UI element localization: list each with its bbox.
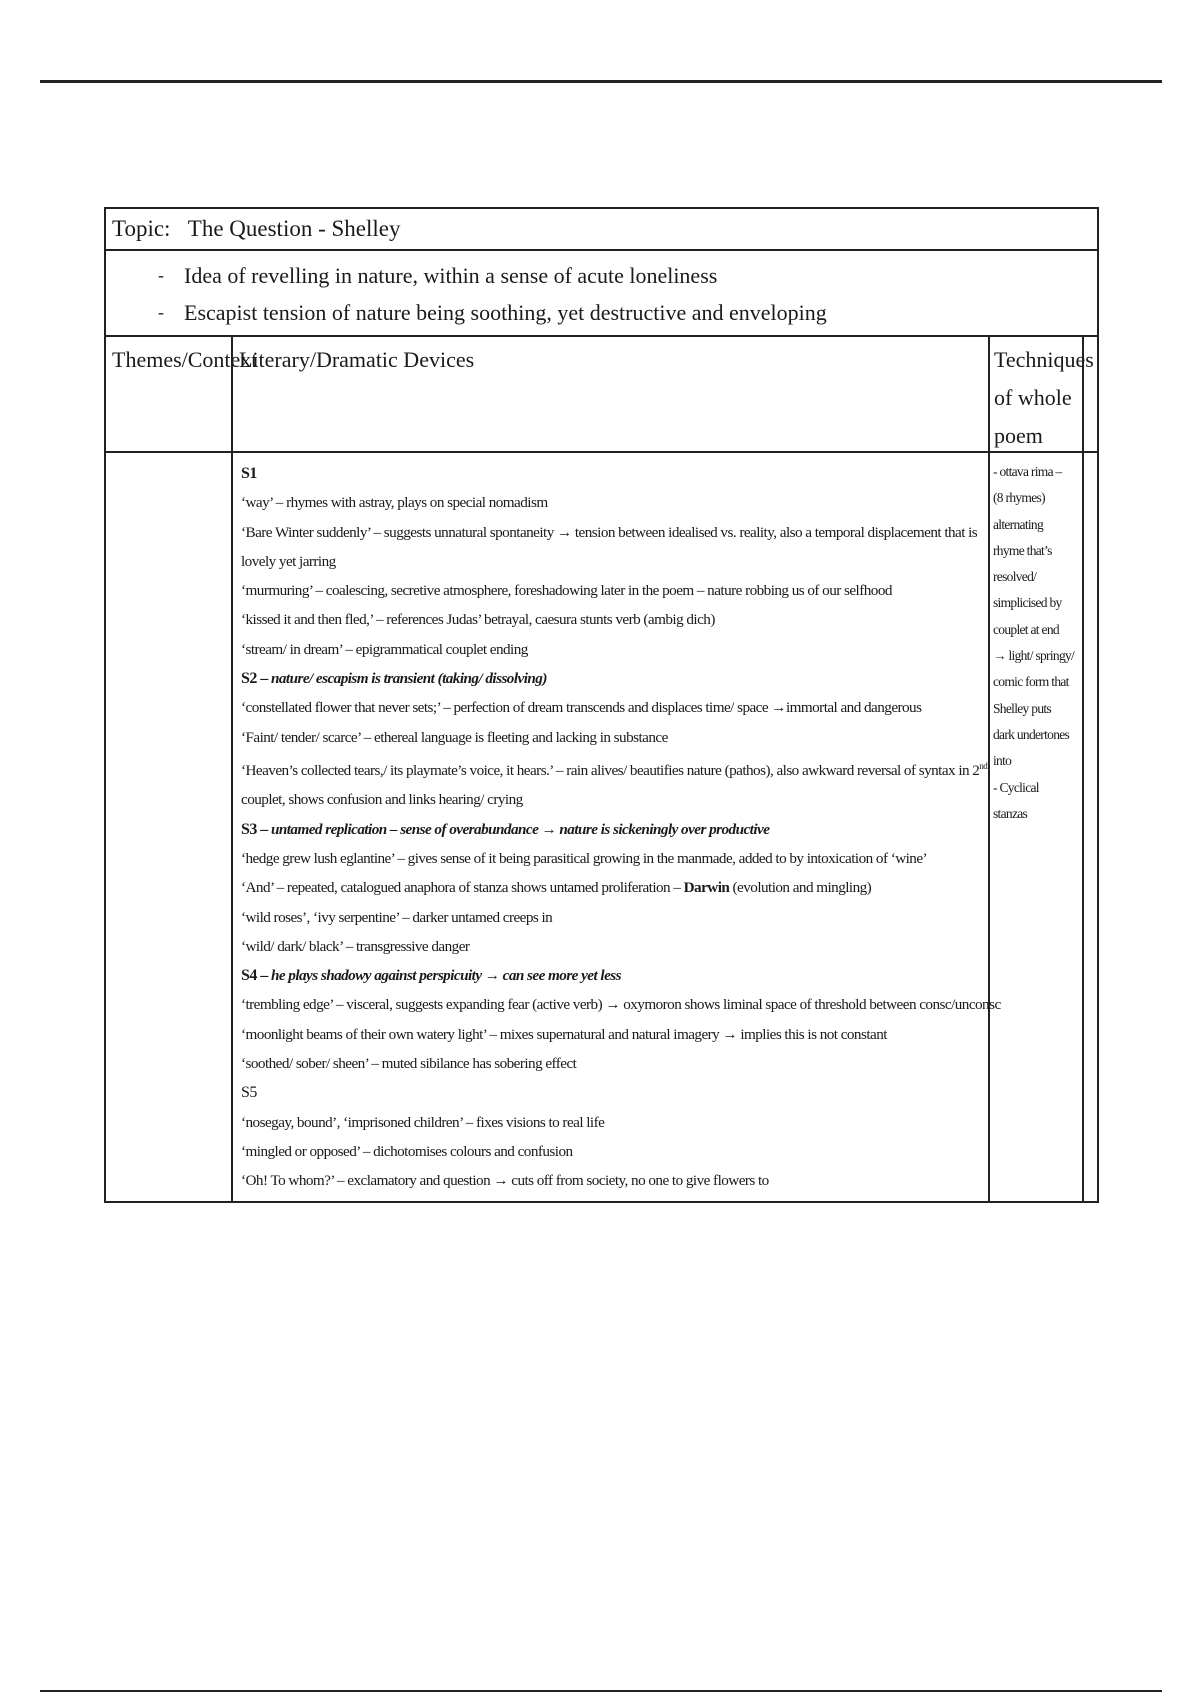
stanza-heading: S1 xyxy=(241,465,257,482)
stanza-theme: he plays shadowy against perspicuity → can see more yet less xyxy=(270,967,621,985)
technique-line: → light/ springy/ xyxy=(993,648,1075,664)
technique-line: - Cyclical xyxy=(993,779,1039,795)
stanza-theme: untamed replication – sense of overabundance → nature is sickeningly over productive xyxy=(270,820,770,838)
stanza-heading: S5 xyxy=(241,1084,257,1102)
device-note: ‘wild/ dark/ black’ – transgressive danger xyxy=(241,937,470,955)
technique-line: (8 rhymes) xyxy=(993,490,1045,506)
technique-line: resolved/ xyxy=(993,569,1037,585)
header-empty xyxy=(1084,337,1099,453)
devices-cell xyxy=(233,453,1001,1201)
technique-line: into xyxy=(993,753,1012,769)
device-note: ‘kissed it and then fled,’ – references Judas’ betrayal, caesura stunts verb (ambig dich) xyxy=(241,611,715,629)
stanza-heading: S4 – he plays shadowy against perspicuity → can see more yet less xyxy=(241,967,621,985)
summary-list xyxy=(106,257,1097,331)
device-note: ‘hedge grew lush eglantine’ – gives sense of it being parasitical growing in the manmade, added to by intoxication of ‘wine’ xyxy=(241,849,928,867)
device-note: ‘murmuring’ – coalescing, secretive atmosphere, foreshadowing later in the poem – nature robbing us of our selfhood xyxy=(241,582,892,600)
technique-line: dark undertones xyxy=(993,726,1070,742)
footer-rule xyxy=(40,1690,1162,1692)
device-note: ‘Faint/ tender/ scarce’ – ethereal language is fleeting and lacking in substance xyxy=(241,728,668,746)
device-note: ‘mingled or opposed’ – dichotomises colours and confusion xyxy=(241,1142,573,1160)
device-note: ‘way’ – rhymes with astray, plays on special nomadism xyxy=(241,494,548,512)
device-note: ‘stream/ in dream’ – epigrammatical couplet ending xyxy=(241,640,528,658)
technique-line: stanzas xyxy=(993,805,1028,821)
summary-item: - Escapist tension of nature being soothing, yet destructive and enveloping xyxy=(106,294,1097,331)
header-techniques: Techniques of whole poem xyxy=(990,337,1084,453)
technique-line: couplet at end xyxy=(993,621,1059,637)
empty-cell xyxy=(1084,453,1099,1201)
topic-label: Topic: xyxy=(112,216,171,241)
darwin-reference: Darwin xyxy=(683,879,730,897)
device-note: ‘nosegay, bound’, ‘imprisoned children’ – fixes visions to real life xyxy=(241,1113,605,1131)
device-note: ‘Heaven’s collected tears,/ its playmate’s voice, it hears.’ – rain alives/ beautifies nature (pathos), also awkward reversal of syntax in 2nd xyxy=(241,760,988,780)
header-devices: Literary/Dramatic Devices xyxy=(233,337,990,453)
device-note: ‘constellated flower that never sets;’ – perfection of dream transcends and displaces time/ space →immortal and dangerous xyxy=(241,699,922,717)
stanza-heading: S2 – nature/ escapism is transient (taking/ dissolving) xyxy=(241,670,547,688)
device-note: couplet, shows confusion and links hearing/ crying xyxy=(241,791,523,809)
technique-line: - ottava rima – xyxy=(993,464,1062,479)
topic-title: The Question - Shelley xyxy=(187,216,401,241)
header-themes: Themes/Context xyxy=(106,337,233,453)
device-note: ‘Bare Winter suddenly’ – suggests unnatural spontaneity → tension between idealised vs. reality, also a temporal displacement that is lovely yet jarring xyxy=(241,523,978,570)
summary-row xyxy=(106,251,1097,337)
device-note: ‘And’ – repeated, catalogued anaphora of stanza shows untamed proliferation – Darwin (evolution and mingling) xyxy=(241,879,872,897)
technique-line: rhyme that’s xyxy=(993,542,1052,558)
device-note: ‘Oh! To whom?’ – exclamatory and question → cuts off from society, no one to give flowers to xyxy=(241,1172,769,1190)
topic-row xyxy=(106,209,1097,251)
device-note: ‘wild roses’, ‘ivy serpentine’ – darker untamed creeps in xyxy=(241,908,553,926)
device-note: ‘soothed/ sober/ sheen’ – muted sibilance has sobering effect xyxy=(241,1055,577,1072)
device-note: ‘moonlight beams of their own watery light’ – mixes supernatural and natural imagery → implies this is not constant xyxy=(241,1025,887,1043)
technique-line: simplicised by xyxy=(993,595,1062,611)
techniques-cell xyxy=(990,453,1084,1201)
notes-table xyxy=(104,207,1099,1203)
summary-item: - Idea of revelling in nature, within a sense of acute loneliness xyxy=(106,257,1097,294)
themes-cell xyxy=(106,453,233,1201)
header-rule xyxy=(40,80,1162,83)
technique-line: comic form that xyxy=(993,674,1069,690)
stanza-theme: nature/ escapism is transient (taking/ dissolving) xyxy=(270,670,547,688)
technique-line: alternating xyxy=(993,516,1044,532)
device-note: ‘trembling edge’ – visceral, suggests expanding fear (active verb) → oxymoron shows liminal space of threshold between consc/unconsc xyxy=(241,996,1001,1014)
stanza-heading: S3 – untamed replication – sense of overabundance → nature is sickeningly over productive xyxy=(241,820,770,838)
technique-line: Shelley puts xyxy=(993,700,1051,716)
devices-grid xyxy=(106,337,1097,1201)
